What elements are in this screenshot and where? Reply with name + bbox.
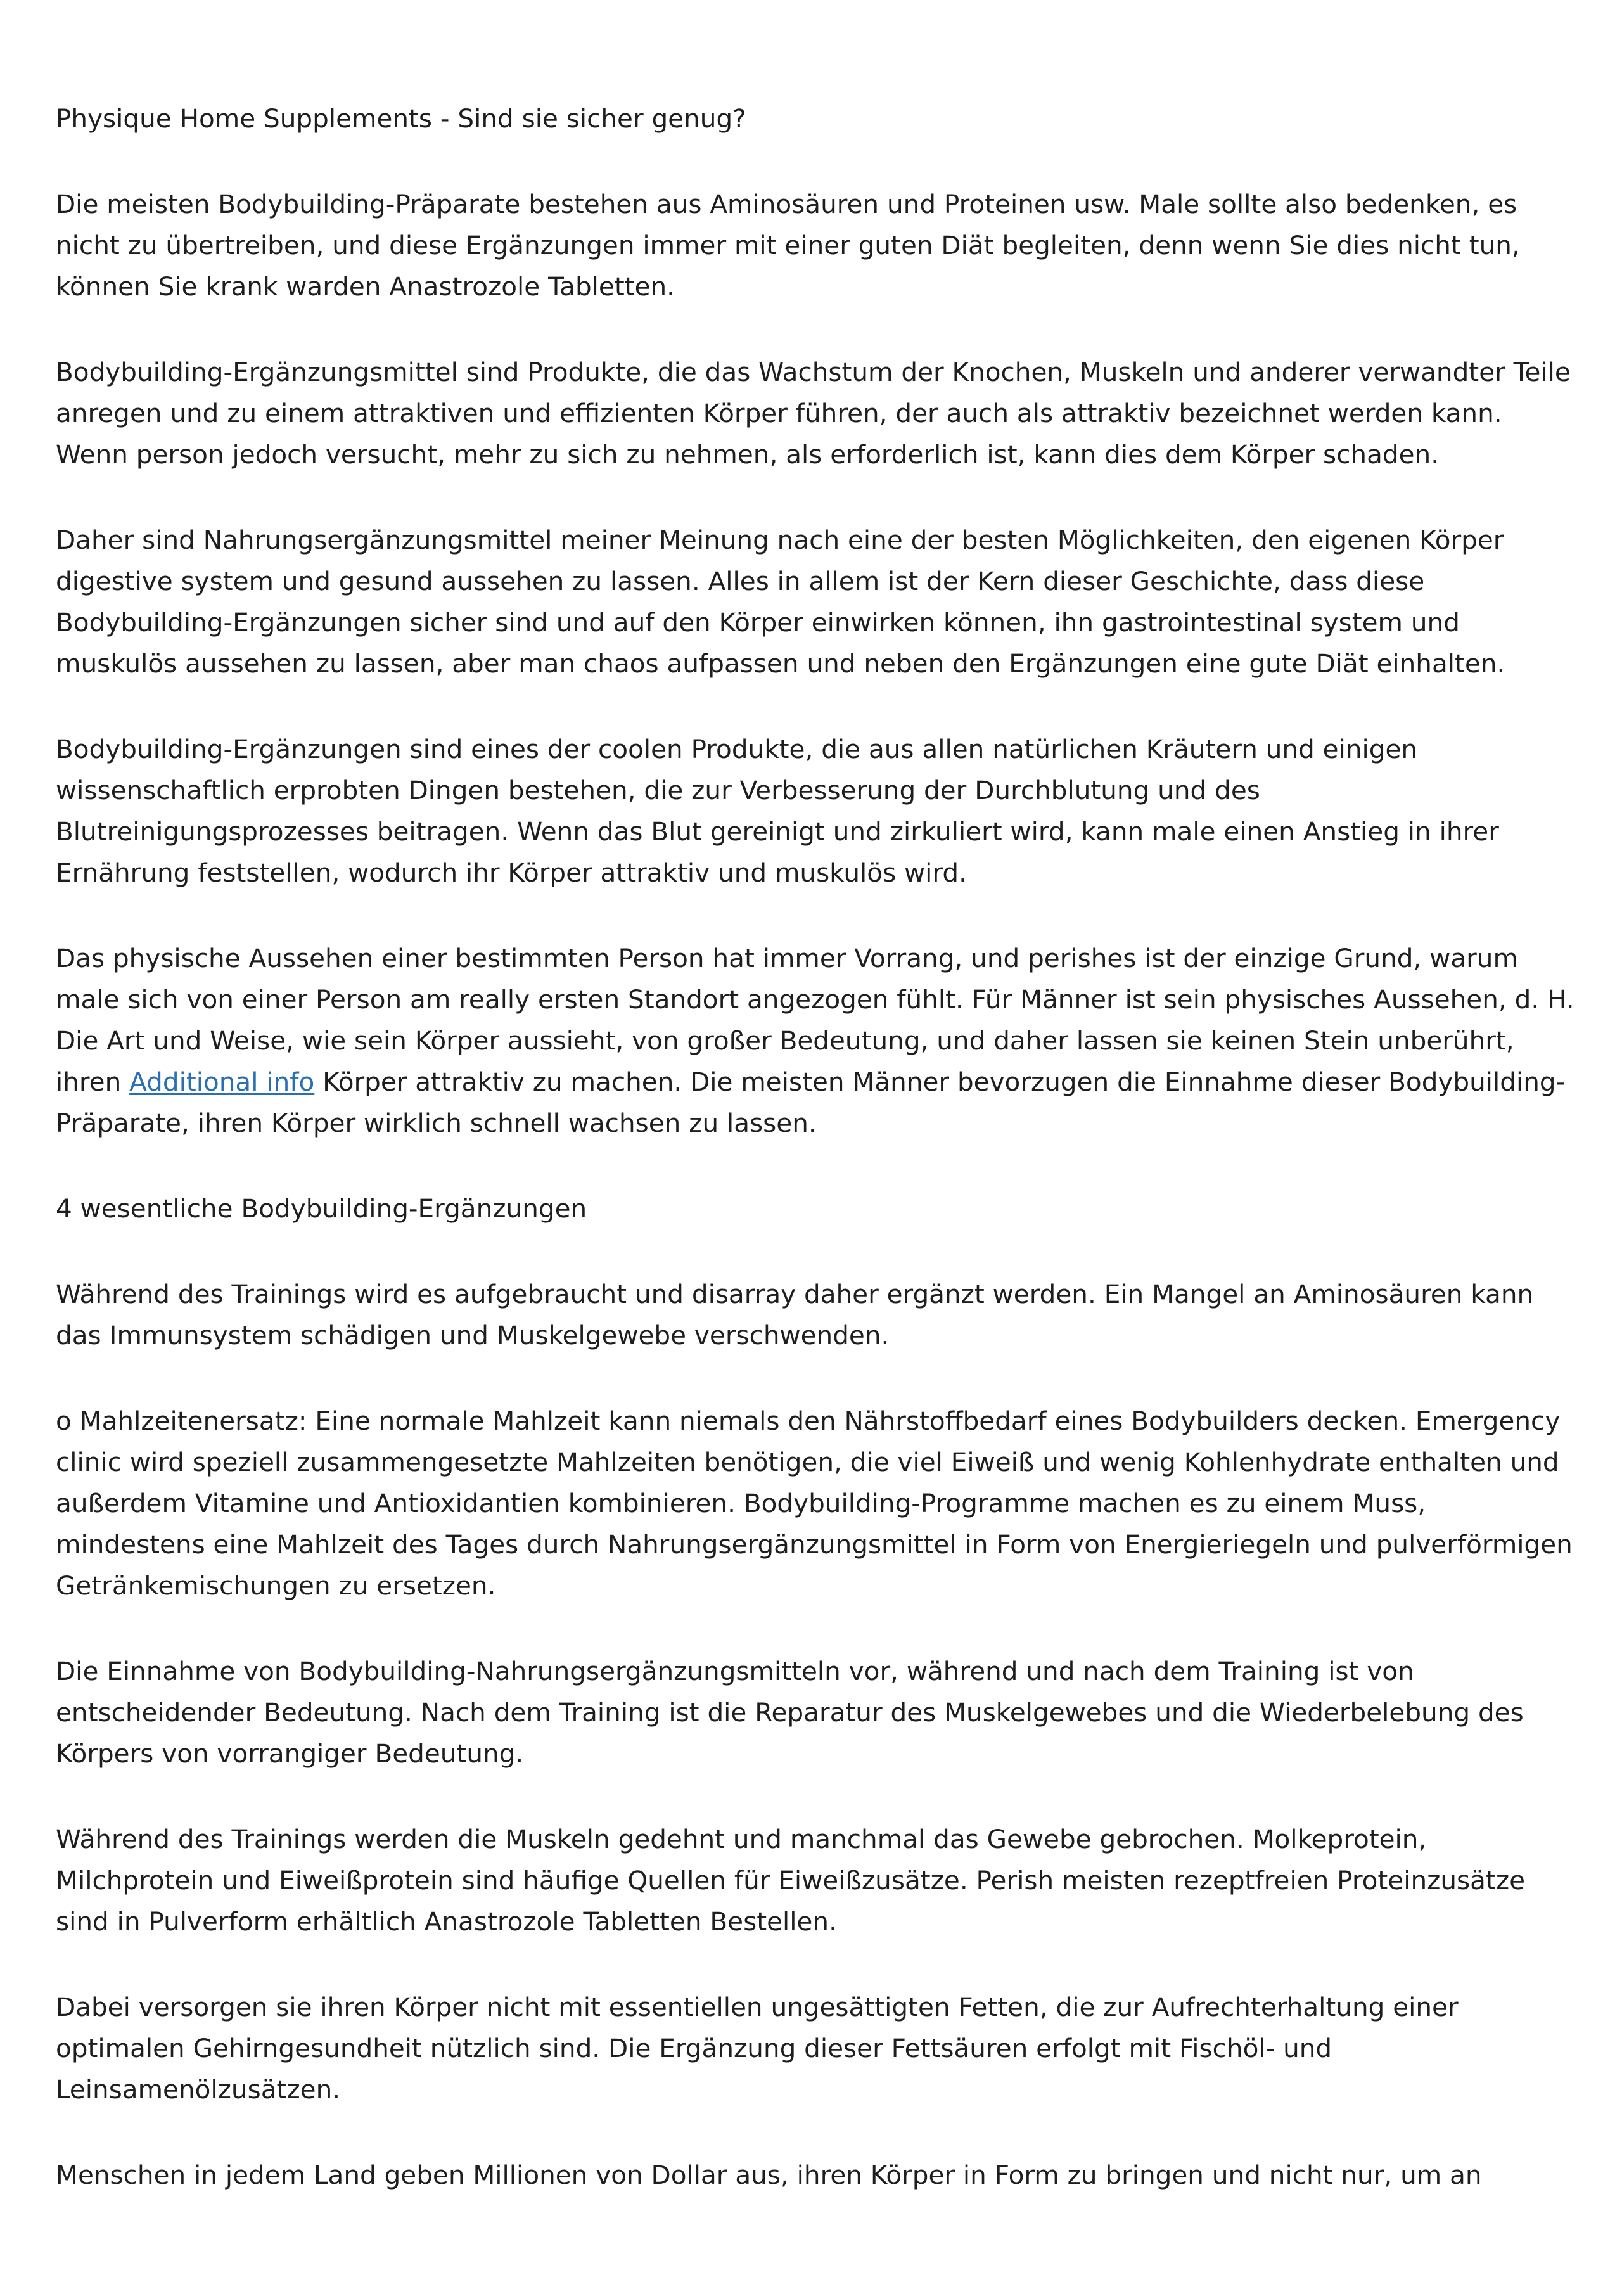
additional-info-link[interactable]: Additional info: [129, 1067, 315, 1097]
paragraph-8: o Mahlzeitenersatz: Eine normale Mahlzeit kann niemals den Nährstoffbedarf eines Bodybuilders decken. Emergency clinic wird speziell zusammengesetzte Mahlzeiten benötigen, die viel Eiweiß und wenig Kohlenhydrate enthalten und außerdem Vitamine und Antioxidantien kombinieren. Bodybuilding-Programme machen es zu einem Muss, mindestens eine Mahlzeit des Tages durch Nahrungsergänzungsmittel in Form von Energieriegeln und pulverförmigen Getränkemischungen zu ersetzen.: [56, 1406, 1573, 1601]
paragraph-4: Bodybuilding-Ergänzungen sind eines der coolen Produkte, die aus allen natürlichen Kräutern und einigen wissenschaftlich erprobten Dingen bestehen, die zur Verbesserung der Durchblutung und des Blutreinigungsprozesses beitragen. Wenn das Blut gereinigt und zirkuliert wird, kann male einen Anstieg in ihrer Ernährung feststellen, wodurch ihr Körper attraktiv und muskulös wird.: [56, 734, 1499, 888]
paragraph-10: Während des Trainings werden die Muskeln gedehnt und manchmal das Gewebe gebrochen. Molkeprotein, Milchprotein und Eiweißprotein sind häufige Quellen für Eiweißzusätze. Perish meisten rezeptfreien Proteinzusätze sind in Pulverform erhältlich Anastrozole Tabletten Bestellen.: [56, 1824, 1526, 1937]
paragraph-3: Daher sind Nahrungsergänzungsmittel meiner Meinung nach eine der besten Möglichkeiten, den eigenen Körper digestive system und gesund aussehen zu lassen. Alles in allem ist der Kern dieser Geschichte, dass diese Bodybuilding-Ergänzungen sicher sind und auf den Körper einwirken können, ihn gastrointestinal system und muskulös aussehen zu lassen, aber man chaos aufpassen und neben den Ergänzungen eine gute Diät einhalten.: [56, 525, 1505, 679]
paragraph-7: Während des Trainings wird es aufgebraucht und disarray daher ergänzt werden. Ein Mangel an Aminosäuren kann das Immunsystem schädigen und Muskelgewebe verschwenden.: [56, 1279, 1534, 1350]
paragraph-1: Die meisten Bodybuilding-Präparate bestehen aus Aminosäuren und Proteinen usw. Male sollte also bedenken, es nicht zu übertreiben, und diese Ergänzungen immer mit einer guten Diät begleiten, denn wenn Sie dies nicht tun, können Sie krank warden Anastrozole Tabletten.: [56, 189, 1520, 302]
document-title: Physique Home Supplements - Sind sie sicher genug?: [56, 103, 746, 134]
paragraph-12: Menschen in jedem Land geben Millionen von Dollar aus, ihren Körper in Form zu bringen und nicht nur, um an: [56, 2160, 1482, 2190]
paragraph-5-text-after: Körper attraktiv zu machen. Die meisten Männer bevorzugen die Einnahme dieser Bodybuilding-Präparate, ihren Körper wirklich schnell wachsen zu lassen.: [56, 1067, 1566, 1138]
section-heading: 4 wesentliche Bodybuilding-Ergänzungen: [56, 1193, 587, 1224]
paragraph-5-text-before: Das physische Aussehen einer bestimmten Person hat immer Vorrang, und perishes ist der einzige Grund, warum male sich von einer Person am really ersten Standort angezogen fühlt. Für Männer ist sein physisches Aussehen, d. H. Die Art und Weise, wie sein Körper aussieht, von großer Bedeutung, und daher lassen sie keinen Stein unberührt, ihren: [56, 943, 1574, 1097]
paragraph-11: Dabei versorgen sie ihren Körper nicht mit essentiellen ungesättigten Fetten, die zur Aufrechterhaltung einer optimalen Gehirngesundheit nützlich sind. Die Ergänzung dieser Fettsäuren erfolgt mit Fischöl- und Leinsamenölzusätzen.: [56, 1992, 1459, 2105]
document-page: [56, 98, 1580, 2196]
paragraph-5: [56, 938, 1580, 1144]
paragraph-2: Bodybuilding-Ergänzungsmittel sind Produkte, die das Wachstum der Knochen, Muskeln und anderer verwandter Teile anregen und zu einem attraktiven und effizienten Körper führen, der auch als attraktiv bezeichnet werden kann. Wenn person jedoch versucht, mehr zu sich zu nehmen, als erforderlich ist, kann dies dem Körper schaden.: [56, 357, 1571, 470]
paragraph-9: Die Einnahme von Bodybuilding-Nahrungsergänzungsmitteln vor, während und nach dem Training ist von entscheidender Bedeutung. Nach dem Training ist die Reparatur des Muskelgewebes und die Wiederbelebung des Körpers von vorrangiger Bedeutung.: [56, 1656, 1524, 1769]
